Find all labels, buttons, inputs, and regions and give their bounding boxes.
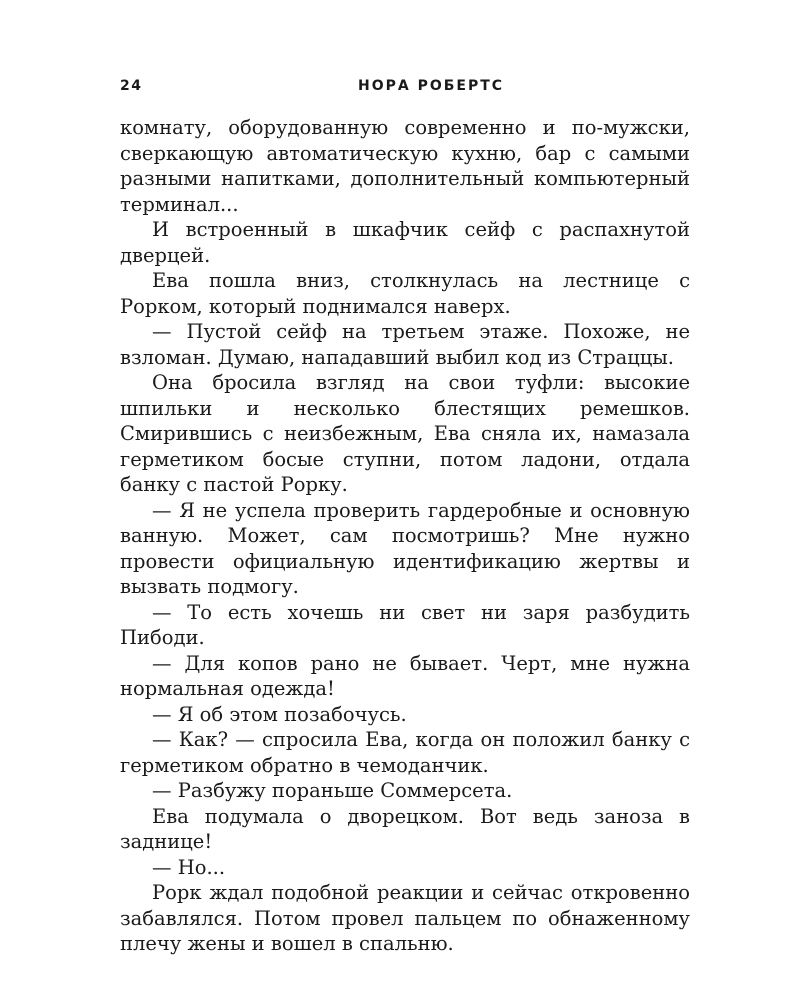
paragraph: Рорк ждал подобной реакции и сейчас откровенно забавлялся. Потом провел пальцем по обнаженному плечу жены и вошел в спальню. xyxy=(120,881,690,955)
paragraph: комнату, оборудованную современно и по-мужски, сверкающую автоматическую кухню, бар с самыми разными напитками, дополнительный компьютерный терминал... xyxy=(120,116,690,216)
body-text xyxy=(120,115,690,957)
paragraph: — Я об этом позабочусь. xyxy=(152,702,407,726)
running-head-author: НОРА РОБЕРТС xyxy=(358,78,505,94)
paragraph: Ева подумала о дворецком. Вот ведь заноза в заднице! xyxy=(120,804,690,853)
paragraph: — То есть хочешь ни свет ни заря разбудить Пибоди. xyxy=(120,600,690,649)
paragraph: Она бросила взгляд на свои туфли: высокие шпильки и несколько блестящих ремешков. Смирившись с неизбежным, Ева сняла их, намазала герметиком босые ступни, потом ладони, отдала банку с пастой Рорку. xyxy=(120,371,690,496)
paragraph: — Я не успела проверить гардеробные и основную ванную. Может, сам посмотришь? Мне нужно провести официальную идентификацию жертвы и вызвать подмогу. xyxy=(120,498,690,598)
paragraph: Ева пошла вниз, столкнулась на лестнице с Рорком, который поднимался наверх. xyxy=(120,269,690,318)
page-number: 24 xyxy=(120,78,143,94)
paragraph: — Для копов рано не бывает. Черт, мне нужна нормальная одежда! xyxy=(120,651,690,700)
paragraph: — Но... xyxy=(152,855,226,879)
paragraph: — Пустой сейф на третьем этаже. Похоже, не взломан. Думаю, нападавший выбил код из Страццы. xyxy=(120,320,690,369)
paragraph: — Разбужу пораньше Соммерсета. xyxy=(152,779,513,802)
paragraph: И встроенный в шкафчик сейф с распахнутой дверцей. xyxy=(120,218,690,267)
paragraph: — Как? — спросила Ева, когда он положил банку с герметиком обратно в чемоданчик. xyxy=(120,728,690,777)
page-header xyxy=(120,78,690,102)
